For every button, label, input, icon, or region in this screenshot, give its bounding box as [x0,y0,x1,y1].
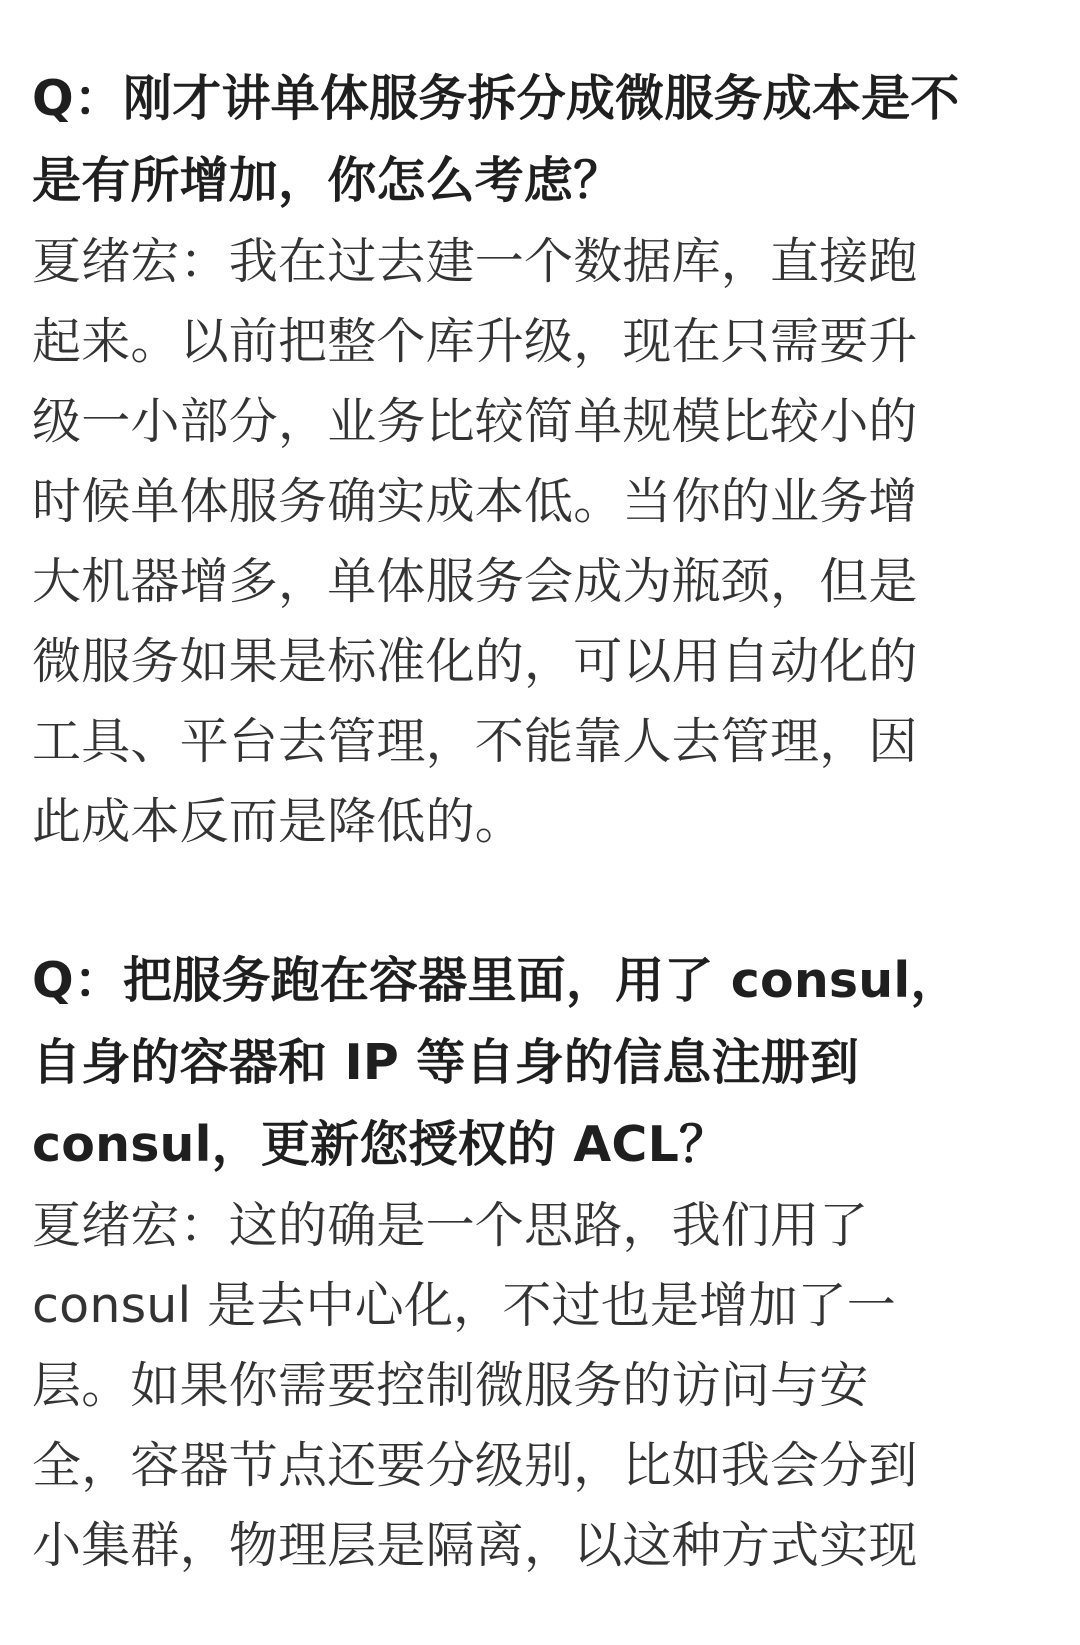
answer-line: 级一小部分，业务比较简单规模比较小的 [32,393,918,450]
article-body [32,58,1052,1586]
answer-line: 时候单体服务确实成本低。当你的业务增 [32,473,918,530]
answer-1 [32,222,1052,862]
answer-line: 小集群，物理层是隔离，以这种方式实现 [32,1517,918,1574]
answer-line: 层。如果你需要控制微服务的访问与安 [32,1357,869,1414]
answer-line: 夏绪宏：我在过去建一个数据库，直接跑 [32,233,918,290]
answer-line: 此成本反而是降低的。 [32,793,525,850]
answer-line: 微服务如果是标准化的，可以用自动化的 [32,633,918,690]
qa-block-2 [32,940,1052,1586]
answer-line: 全，容器节点还要分级别，比如我会分到 [32,1437,918,1494]
answer-2 [32,1186,1052,1586]
question-2 [32,940,1052,1186]
question-line: 自身的容器和 IP 等自身的信息注册到 [32,1034,860,1091]
answer-line: 起来。以前把整个库升级，现在只需要升 [32,313,918,370]
question-line: 是有所增加，你怎么考虑？ [32,152,623,209]
qa-block-1 [32,58,1052,862]
answer-line: 大机器增多，单体服务会成为瓶颈，但是 [32,553,918,610]
answer-line: 夏绪宏：这的确是一个思路，我们用了 [32,1197,869,1254]
question-line: Q：刚才讲单体服务拆分成微服务成本是不 [32,70,960,127]
question-line: Q：把服务跑在容器里面，用了 consul， [32,952,960,1009]
answer-line: consul 是去中心化，不过也是增加了一 [32,1277,896,1334]
question-1 [32,58,1052,222]
answer-line: 工具、平台去管理，不能靠人去管理，因 [32,713,918,770]
question-line: consul，更新您授权的 ACL？ [32,1116,729,1173]
